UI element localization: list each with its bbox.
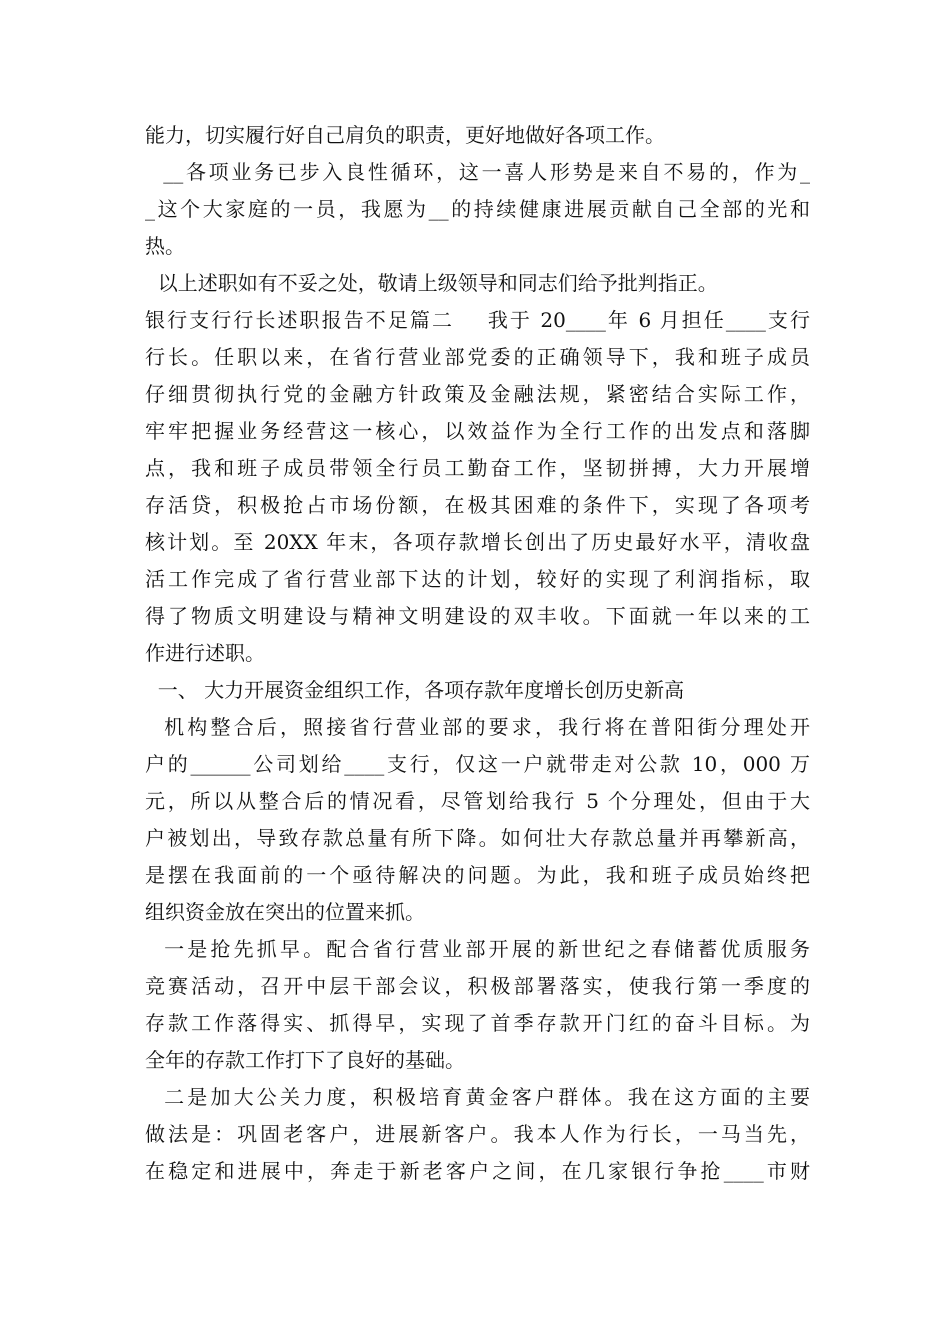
text-line: 在稳定和进展中，奔走于新老客户之间，在几家银行争抢____市财 [145,1159,810,1183]
text-line: _这个大家庭的一员，我愿为__的持续健康进展贡献自己全部的光和 [145,197,810,221]
section-heading: 一、 大力开展资金组织工作，各项存款年度增长创历史新高 [145,678,685,702]
text-line: __各项业务已步入良性循环，这一喜人形势是来自不易的，作为_ [145,160,810,184]
text-line: 做法是：巩固老客户，进展新客户。我本人作为行长，一马当先， [145,1122,810,1146]
text-line: 存活贷，积极抢占市场份额，在极其困难的条件下，实现了各项考 [145,493,810,517]
text-line: 机构整合后，照接省行营业部的要求，我行将在普阳街分理处开 [145,715,810,739]
text-line: 行长。任职以来，在省行营业部党委的正确领导下，我和班子成员 [145,345,810,369]
text-line: 以上述职如有不妥之处，敬请上级领导和同志们给予批判指正。 [145,271,718,295]
text-line: 活工作完成了省行营业部下达的计划，较好的实现了利润指标，取 [145,567,810,591]
text-line: 元，所以从整合后的情况看，尽管划给我行 5 个分理处，但由于大 [145,789,810,813]
text-line: 户被划出，导致存款总量有所下降。如何壮大存款总量并再攀新高， [145,826,810,850]
text-line: 全年的存款工作打下了良好的基础。 [145,1048,465,1072]
text-line: 存款工作落得实、抓得早，实现了首季存款开门红的奋斗目标。为 [145,1011,810,1035]
text-line: 仔细贯彻执行党的金融方针政策及金融法规，紧密结合实际工作， [145,382,810,406]
text-line: 热。 [145,234,185,258]
text-line: 一是抢先抓早。配合省行营业部开展的新世纪之春储蓄优质服务 [145,937,810,961]
text-line: 竞赛活动，召开中层干部会议，积极部署落实，使我行第一季度的 [145,974,810,998]
text-line: 户的______公司划给____支行，仅这一户就带走对公款 10，000 万 [145,752,810,776]
text-line: 组织资金放在突出的位置来抓。 [145,900,425,924]
text-line: 作进行述职。 [145,641,265,665]
text-line: 得了物质文明建设与精神文明建设的双丰收。下面就一年以来的工 [145,604,810,628]
text-line: 是摆在我面前的一个亟待解决的问题。为此，我和班子成员始终把 [145,863,810,887]
text-line: 点，我和班子成员带领全行员工勤奋工作，坚韧拼搏，大力开展增 [145,456,810,480]
text-line: 牢牢把握业务经营这一核心，以效益作为全行工作的出发点和落脚 [145,419,810,443]
text-line: 二是加大公关力度，积极培育黄金客户群体。我在这方面的主要 [145,1085,810,1109]
text-line: 银行支行行长述职报告不足篇二 我于 20____年 6 月担任____支行 [145,308,810,332]
text-line: 核计划。至 20XX 年末，各项存款增长创出了历史最好水平，清收盘 [145,530,810,554]
text-line: 能力，切实履行好自己肩负的职责，更好地做好各项工作。 [145,123,665,147]
